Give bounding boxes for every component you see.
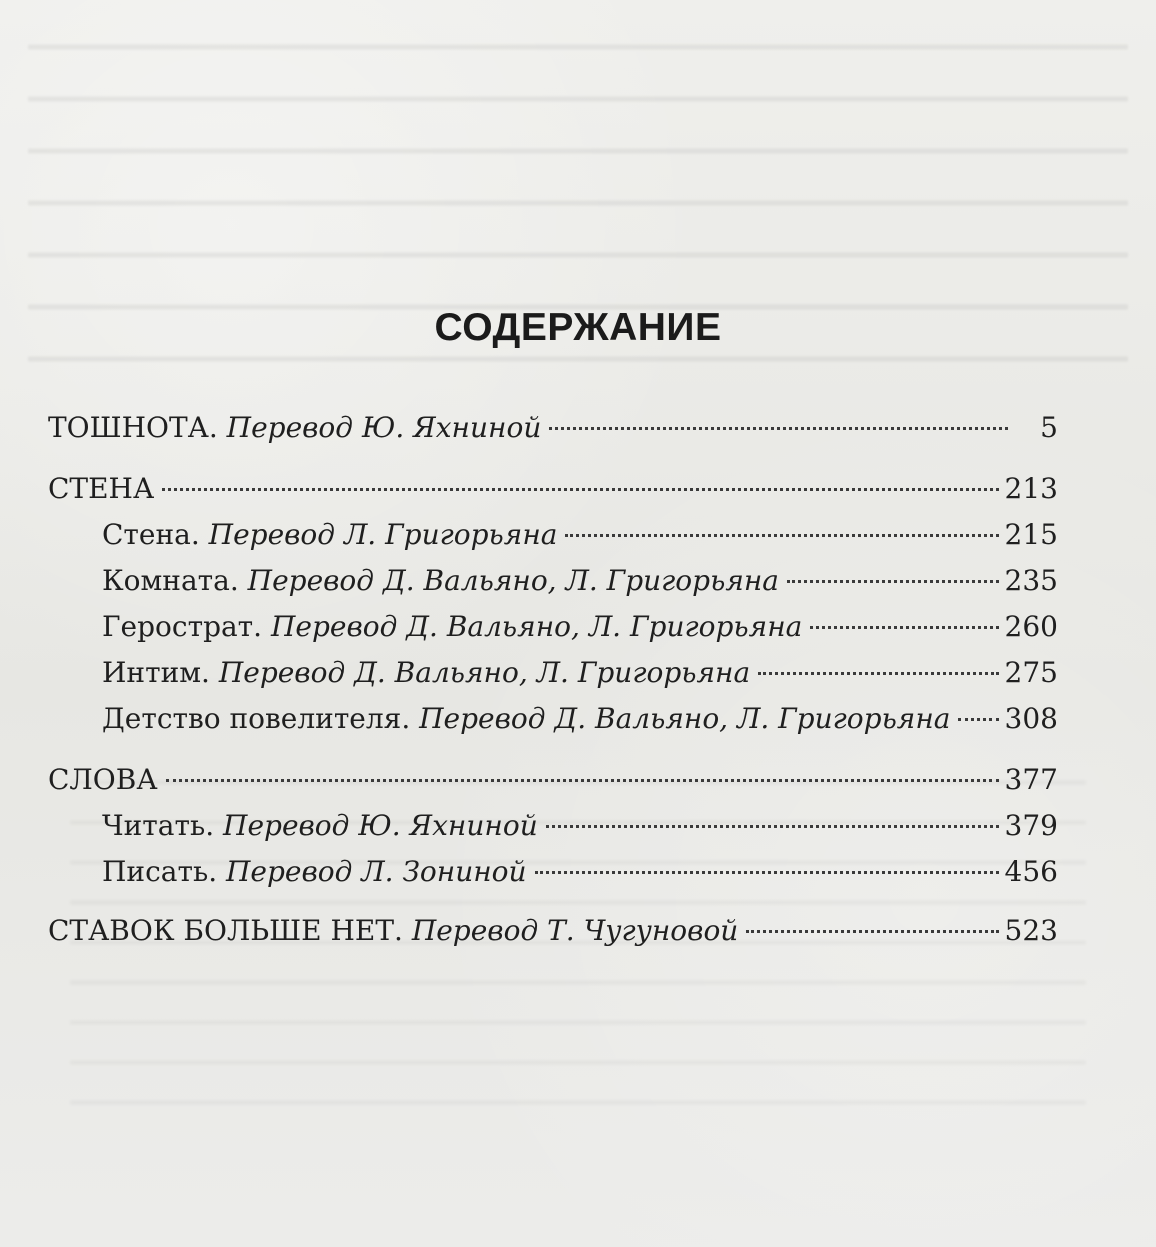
toc-entry-intim xyxy=(102,650,1058,696)
toc-entry-pisat xyxy=(102,849,1058,895)
toc-page-number: 379 xyxy=(1004,809,1058,842)
toc-entry-translator: Перевод Д. Вальяно, Л. Григорьяна xyxy=(419,702,951,735)
toc-dot-leader xyxy=(546,825,999,828)
toc-entry-title: ТОШНОТА. xyxy=(48,411,218,444)
toc-entry-stena-section xyxy=(48,466,1058,512)
toc-entry-detstvo-povelitelya xyxy=(102,696,1058,742)
toc-entry-title-wrap xyxy=(48,405,541,451)
toc-dot-leader xyxy=(746,930,998,933)
toc-page-number: 456 xyxy=(1004,855,1058,888)
toc-entry-translator: Перевод Л. Зониной xyxy=(226,855,527,888)
toc-entry-komnata xyxy=(102,558,1058,604)
toc-entry-toshnota xyxy=(48,405,1058,451)
toc-entry-title: Герострат. xyxy=(102,610,263,643)
toc-page-number: 308 xyxy=(1004,702,1058,735)
toc-entry-title: Писать. xyxy=(102,855,218,888)
toc-entry-title: Комната. xyxy=(102,564,239,597)
toc-entry-title: Детство повелителя. xyxy=(102,702,411,735)
toc-entry-title: СТЕНА xyxy=(48,472,155,505)
section-gap xyxy=(48,895,1058,908)
toc-page-number: 260 xyxy=(1004,610,1058,643)
toc-entry-title-wrap xyxy=(102,696,950,742)
toc-entry-title-wrap xyxy=(102,558,779,604)
toc-page-number: 235 xyxy=(1004,564,1058,597)
toc-page-number: 213 xyxy=(1004,472,1058,505)
toc-entry-title-wrap xyxy=(48,908,738,954)
toc-entry-title-wrap xyxy=(102,650,750,696)
toc-entry-title: Интим. xyxy=(102,656,210,689)
toc-page-number: 377 xyxy=(1004,763,1058,796)
toc-entry-translator: Перевод Д. Вальяно, Л. Григорьяна xyxy=(218,656,751,689)
toc-entry-translator: Перевод Д. Вальяно, Л. Григорьяна xyxy=(270,610,803,643)
toc-entry-title-wrap xyxy=(48,757,158,803)
toc-entry-title: Читать. xyxy=(102,809,215,842)
toc-entry-title-wrap xyxy=(102,512,557,558)
toc-entry-stena xyxy=(102,512,1058,558)
toc-entry-title: Стена. xyxy=(102,518,200,551)
toc-entry-title: СТАВОК БОЛЬШЕ НЕТ. xyxy=(48,914,403,947)
toc-entry-translator: Перевод Д. Вальяно, Л. Григорьяна xyxy=(247,564,779,597)
toc-page-number: 523 xyxy=(1004,914,1058,947)
toc-dot-leader xyxy=(565,534,998,537)
toc-dot-leader xyxy=(787,580,999,583)
toc-entry-gerostrat xyxy=(102,604,1058,650)
toc-page-number: 215 xyxy=(1004,518,1058,551)
toc-dot-leader xyxy=(535,871,999,874)
toc-entry-stavok-bolshe-net xyxy=(48,908,1058,954)
page-title: СОДЕРЖАНИЕ xyxy=(434,306,722,349)
toc-dot-leader xyxy=(549,427,1008,430)
toc-page-number: 275 xyxy=(1004,656,1058,689)
section-gap xyxy=(48,742,1058,757)
toc-entry-translator: Перевод Ю. Яхниной xyxy=(223,809,538,842)
toc-dot-leader xyxy=(162,488,998,491)
toc-entry-title-wrap xyxy=(102,803,538,849)
toc-entry-title-wrap xyxy=(102,604,802,650)
toc-dot-leader xyxy=(166,779,999,782)
toc-entry-translator: Перевод Ю. Яхниной xyxy=(226,411,542,444)
toc-entry-chitat xyxy=(102,803,1058,849)
toc-entry-slova-section xyxy=(48,757,1058,803)
toc-entry-translator: Перевод Т. Чугуновой xyxy=(411,914,739,947)
toc-entry-title-wrap xyxy=(48,466,154,512)
toc-entry-translator: Перевод Л. Григорьяна xyxy=(208,518,558,551)
section-gap xyxy=(48,451,1058,466)
toc-dot-leader xyxy=(958,718,998,721)
toc-page-number: 5 xyxy=(1040,411,1058,444)
table-of-contents xyxy=(48,405,1058,954)
toc-entry-title: СЛОВА xyxy=(48,763,158,796)
toc-entry-title-wrap xyxy=(102,849,527,895)
toc-dot-leader xyxy=(758,672,998,675)
toc-dot-leader xyxy=(810,626,998,629)
